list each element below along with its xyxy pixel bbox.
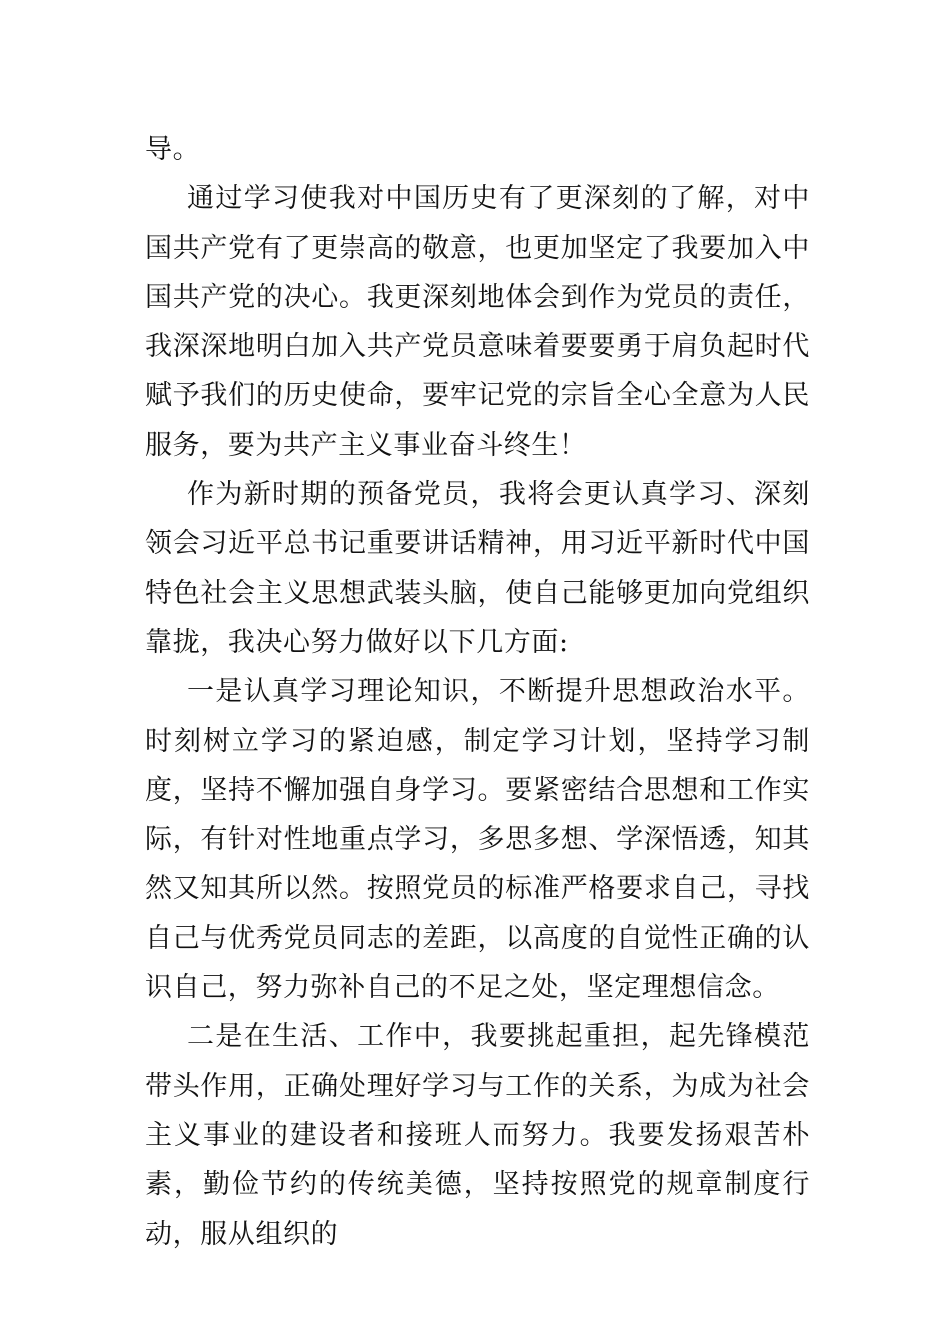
paragraph-study-understanding: 通过学习使我对中国历史有了更深刻的了解，对中国共产党有了更崇高的敬意，也更加坚定了我要加入中国共产党的决心。我更深刻地体会到作为党员的责任，我深深地明白加入共产党员意味着要要勇于肩负起时代赋予我们的历史使命，要牢记党的宗旨全心全意为人民服务，要为共产主义事业奋斗终生！: [145, 183, 810, 461]
paragraph-continuation: 导。: [145, 134, 201, 165]
paragraph-probationary-member: 作为新时期的预备党员，我将会更认真学习、深刻领会习近平总书记重要讲话精神，用习近平新时代中国特色社会主义思想武装头脑，使自己能够更加向党组织靠拢，我决心努力做好以下几方面:: [145, 479, 810, 658]
paragraph-point-two: 二是在生活、工作中，我要挑起重担，起先锋模范带头作用，正确处理好学习与工作的关系，为成为社会主义事业的建设者和接班人而努力。我要发扬艰苦朴素，勤俭节约的传统美德，坚持按照党的规章制度行动，服从组织的: [145, 1021, 810, 1250]
paragraph-point-one: 一是认真学习理论知识，不断提升思想政治水平。时刻树立学习的紧迫感，制定学习计划，坚持学习制度，坚持不懈加强自身学习。要紧密结合思想和工作实际，有针对性地重点学习，多思多想、学深悟透，知其然又知其所以然。按照党员的标准严格要求自己，寻找自己与优秀党员同志的差距，以高度的自觉性正确的认识自己，努力弥补自己的不足之处，坚定理想信念。: [145, 676, 810, 1004]
document-body: [145, 125, 810, 1259]
